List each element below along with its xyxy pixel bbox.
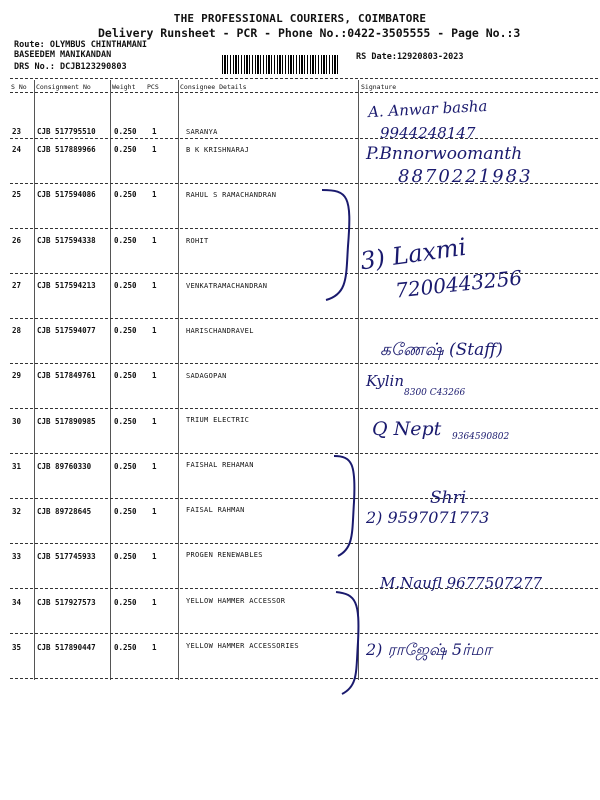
- row-sno: 29: [12, 371, 22, 380]
- handwritten-signature: A. Anwar basha: [367, 96, 488, 122]
- header-weight: Weight: [112, 83, 136, 91]
- row-pcs: 1: [152, 281, 157, 290]
- row-weight: 0.250: [114, 145, 137, 154]
- row-sno: 33: [12, 552, 22, 561]
- header-consignee: Consignee Details: [180, 83, 247, 91]
- row-sno: 35: [12, 643, 22, 652]
- row-weight: 0.250: [114, 190, 137, 199]
- row-consignment: CJB 517890985: [37, 417, 96, 426]
- row-sno: 27: [12, 281, 22, 290]
- column-divider: [178, 80, 179, 680]
- row-sno: 32: [12, 507, 22, 516]
- header-consignment: Consignment No: [36, 83, 91, 91]
- bracket-mark: [330, 452, 370, 562]
- row-pcs: 1: [152, 462, 157, 471]
- row-consignee: ROHIT: [186, 237, 209, 245]
- document-subtitle: Delivery Runsheet - PCR - Phone No.:0422-3505555 - Page No.:3: [98, 26, 521, 40]
- row-sno: 30: [12, 417, 22, 426]
- row-pcs: 1: [152, 643, 157, 652]
- row-weight: 0.250: [114, 127, 137, 136]
- row-sno: 23: [12, 127, 22, 136]
- handwritten-signature: 2) ராஜேஷ் 5ர்மா: [366, 640, 492, 659]
- handwritten-phone: 8870221983: [398, 166, 533, 187]
- row-consignment: CJB 517927573: [37, 598, 96, 607]
- row-pcs: 1: [152, 507, 157, 516]
- row-pcs: 1: [152, 598, 157, 607]
- handwritten-signature: 3) Laxmi: [358, 232, 468, 276]
- row-sno: 34: [12, 598, 22, 607]
- staff-label: BASEEDEM MANIKANDAN: [14, 50, 112, 60]
- row-weight: 0.250: [114, 417, 137, 426]
- row-weight: 0.250: [114, 598, 137, 607]
- row-pcs: 1: [152, 127, 157, 136]
- row-consignee: YELLOW HAMMER ACCESSORIES: [186, 642, 299, 650]
- handwritten-signature: Shri: [430, 488, 467, 508]
- row-weight: 0.250: [114, 281, 137, 290]
- handwritten-signature: P.Bnnorwoomanth: [366, 144, 523, 164]
- row-consignee: TRIUM ELECTRIC: [186, 416, 250, 424]
- row-sno: 25: [12, 190, 22, 199]
- row-sno: 24: [12, 145, 22, 154]
- bracket-mark: [318, 186, 358, 306]
- route-label: Route: OLYMBUS CHINTHAMANI: [14, 40, 148, 50]
- row-consignment: CJB 517795510: [37, 127, 96, 136]
- handwritten-phone: 8300 C43266: [404, 388, 466, 398]
- handwritten-signature: Kylin: [366, 372, 404, 390]
- row-consignee: FAISHAL REHAMAN: [186, 461, 254, 469]
- row-weight: 0.250: [114, 326, 137, 335]
- row-consignee: B K KRISHNARAJ: [186, 146, 250, 154]
- row-consignee: RAHUL S RAMACHANDRAN: [186, 191, 277, 199]
- row-consignment: CJB 517594086: [37, 190, 96, 199]
- row-pcs: 1: [152, 190, 157, 199]
- row-pcs: 1: [152, 145, 157, 154]
- row-consignee: YELLOW HAMMER ACCESSOR: [186, 597, 286, 605]
- row-weight: 0.250: [114, 643, 137, 652]
- row-sno: 26: [12, 236, 22, 245]
- document-title: THE PROFESSIONAL COURIERS, COIMBATORE: [173, 12, 427, 25]
- row-weight: 0.250: [114, 371, 137, 380]
- row-pcs: 1: [152, 371, 157, 380]
- row-pcs: 1: [152, 417, 157, 426]
- row-pcs: 1: [152, 326, 157, 335]
- handwritten-phone: 2) 9597071773: [366, 508, 490, 527]
- handwritten-phone: 9944248147: [380, 124, 476, 142]
- row-weight: 0.250: [114, 462, 137, 471]
- handwritten-phone: 7200443256: [394, 265, 524, 303]
- row-consignment: CJB 517890447: [37, 643, 96, 652]
- row-consignment: CJB 517889966: [37, 145, 96, 154]
- row-pcs: 1: [152, 236, 157, 245]
- row-consignment: CJB 517849761: [37, 371, 96, 380]
- column-divider: [34, 80, 35, 680]
- row-consignee: PROGEN RENEWABLES: [186, 551, 263, 559]
- row-consignment: CJB 89728645: [37, 507, 92, 516]
- rs-date: RS Date:12920803-2023: [356, 52, 464, 62]
- handwritten-signature: கணேஷ் (Staff): [380, 340, 503, 360]
- row-consignee: FAISAL RAHMAN: [186, 506, 245, 514]
- row-consignment: CJB 517745933: [37, 552, 96, 561]
- handwritten-signature: Q Nept: [372, 418, 442, 440]
- row-consignment: CJB 517594213: [37, 281, 96, 290]
- row-consignee: HARISCHANDRAVEL: [186, 327, 254, 335]
- row-weight: 0.250: [114, 507, 137, 516]
- header-signature: Signature: [361, 83, 397, 91]
- row-consignee: SADAGOPAN: [186, 372, 227, 380]
- header-sno: S No: [11, 83, 27, 91]
- row-weight: 0.250: [114, 236, 137, 245]
- handwritten-signature: M.Naufl 9677507277: [380, 574, 543, 592]
- row-consignment: CJB 517594077: [37, 326, 96, 335]
- row-sno: 31: [12, 462, 22, 471]
- row-consignee: VENKATRAMACHANDRAN: [186, 282, 268, 290]
- row-sno: 28: [12, 326, 22, 335]
- header-pcs: PCS: [147, 83, 159, 91]
- row-weight: 0.250: [114, 552, 137, 561]
- row-consignee: SARANYA: [186, 128, 218, 136]
- handwritten-phone: 9364590802: [452, 432, 510, 442]
- row-pcs: 1: [152, 552, 157, 561]
- row-consignment: CJB 517594338: [37, 236, 96, 245]
- column-divider: [110, 80, 111, 680]
- row-consignment: CJB 89760330: [37, 462, 92, 471]
- drs-number: DRS No.: DCJB123290803: [14, 62, 127, 72]
- barcode-image: [222, 55, 340, 74]
